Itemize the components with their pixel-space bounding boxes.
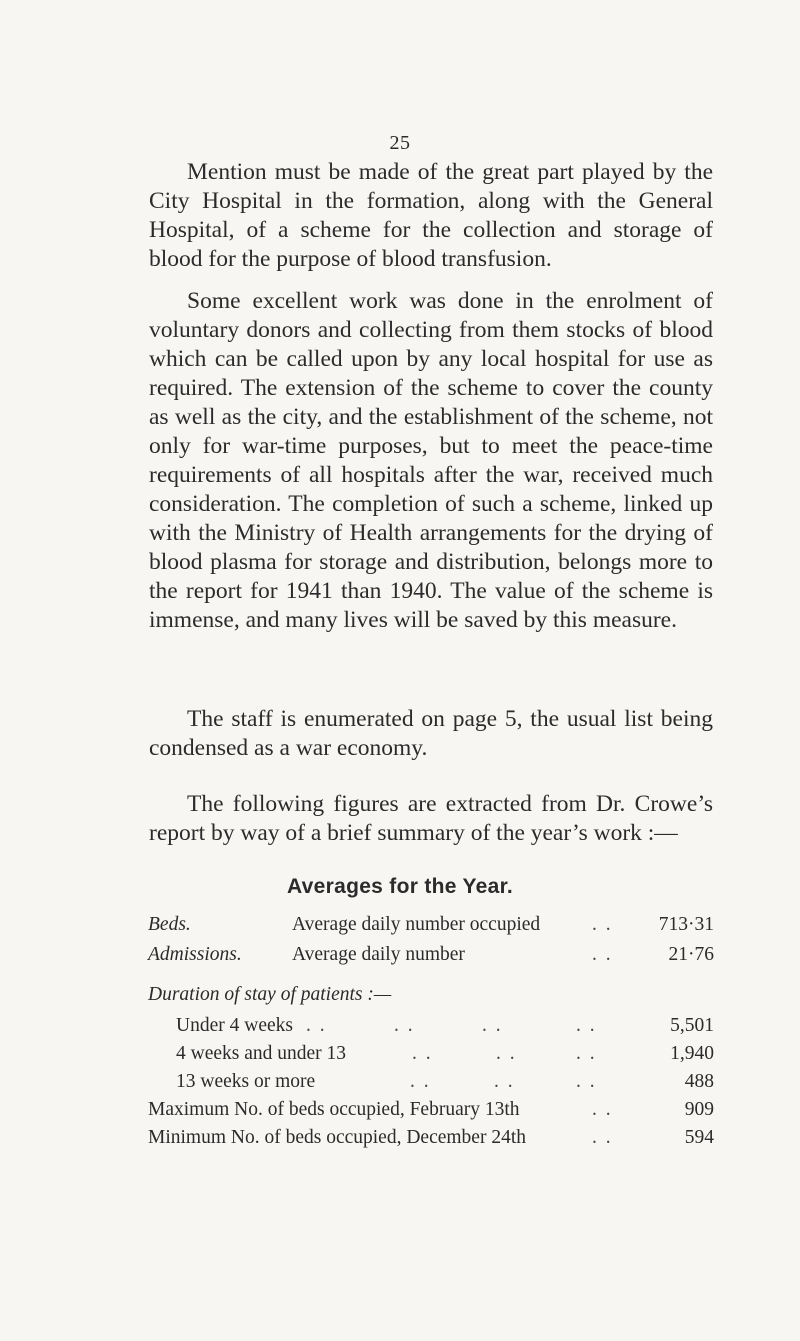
- dot-leader: . .: [576, 1043, 597, 1064]
- table-row-minimum: [148, 1125, 714, 1151]
- dot-leader: . .: [496, 1043, 517, 1064]
- paragraph-blood-scheme: Mention must be made of the great part played by the City Hospital in the formation, along with the General Hospital, of a scheme for the collection and storage of blood for the purpose of blood transfusion.: [149, 159, 713, 272]
- paragraph-staff: The staff is enumerated on page 5, the usual list being condensed as a war economy.: [149, 706, 713, 761]
- duration-label: 13 weeks or more: [176, 1071, 316, 1092]
- dot-leader: . .: [412, 1043, 433, 1064]
- duration-heading: Duration of stay of patients :—: [148, 984, 392, 1005]
- admissions-label: Admissions.: [148, 944, 242, 965]
- maximum-label: Maximum No. of beds occupied, February 13th: [148, 1099, 520, 1120]
- duration-value: 5,501: [670, 1015, 714, 1036]
- beds-value: 713·31: [658, 914, 714, 935]
- paragraph-donors: Some excellent work was done in the enrolment of voluntary donors and collecting from them stocks of blood which can be called upon by any local hospital for use as required. The extension of the scheme to cover the county as well as the city, and the establishment of the scheme, not only for war-time purposes, but to meet the peace-time requirements of all hospitals after the war, received much consideration. The completion of such a scheme, linked up with the Ministry of Health arrangements for the drying of blood plasma for storage and distribution, belongs more to the report for 1941 than 1940. The value of the scheme is immense, and many lives will be saved by this measure.: [149, 288, 713, 633]
- table-row-duration: [148, 1069, 714, 1095]
- dot-leader: . .: [410, 1071, 431, 1092]
- dot-leader: . .: [576, 1071, 597, 1092]
- dot-leader: . .: [576, 1015, 597, 1036]
- dot-leader: . .: [494, 1071, 515, 1092]
- table-row-maximum: [148, 1097, 714, 1123]
- table-row-duration-heading: [148, 982, 714, 1008]
- admissions-description: Average daily number: [292, 944, 465, 965]
- dot-leader: . .: [306, 1015, 327, 1036]
- dot-leader: . .: [482, 1015, 503, 1036]
- duration-value: 1,940: [670, 1043, 714, 1064]
- table-row-admissions: [148, 942, 714, 968]
- table-heading: Averages for the Year.: [286, 875, 514, 898]
- minimum-value: 594: [684, 1127, 714, 1148]
- duration-label: Under 4 weeks: [176, 1015, 293, 1036]
- dot-leader: . .: [592, 1127, 613, 1148]
- table-row-duration: [148, 1013, 714, 1039]
- beds-label: Beds.: [148, 914, 191, 935]
- dot-leader: . .: [592, 914, 613, 935]
- beds-description: Average daily number occupied: [292, 914, 541, 935]
- minimum-label: Minimum No. of beds occupied, December 24th: [148, 1127, 526, 1148]
- duration-value: 488: [684, 1071, 714, 1092]
- paragraph-figures-intro: The following figures are extracted from Dr. Crowe’s report by way of a brief summary of the year’s work :—: [149, 791, 713, 846]
- dot-leader: . .: [592, 1099, 613, 1120]
- admissions-value: 21·76: [668, 944, 714, 965]
- dot-leader: . .: [592, 944, 613, 965]
- table-row-beds: [148, 912, 714, 938]
- duration-label: 4 weeks and under 13: [176, 1043, 347, 1064]
- dot-leader: . .: [394, 1015, 415, 1036]
- page-number: 25: [389, 132, 411, 154]
- maximum-value: 909: [684, 1099, 714, 1120]
- table-row-duration: [148, 1041, 714, 1067]
